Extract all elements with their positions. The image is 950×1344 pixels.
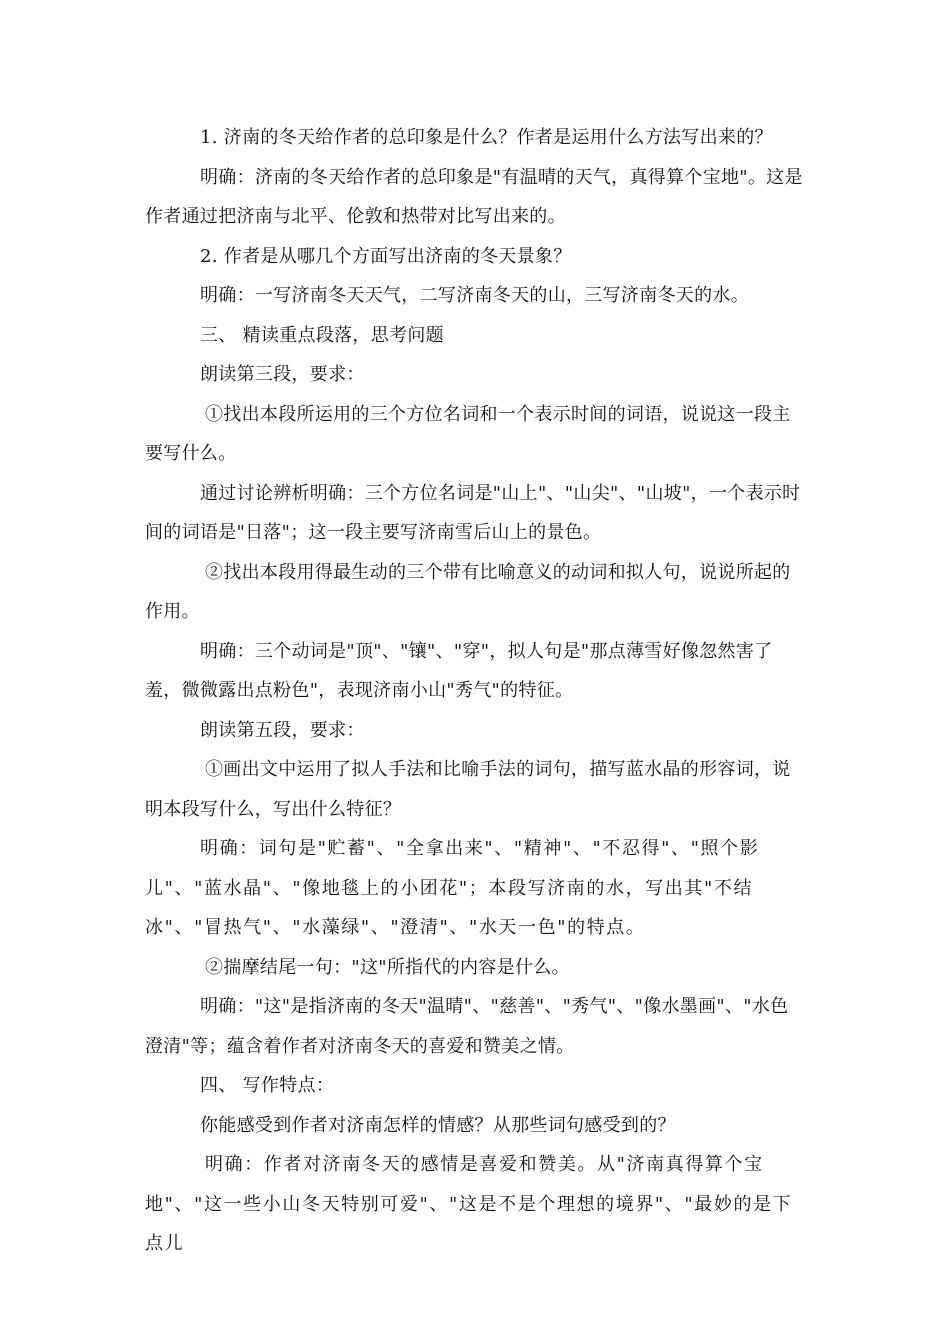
task-5-1: ①画出文中运用了拟人手法和比喻手法的词句，描写蓝水晶的形容词，说明本段写什么，写出什么特征？ xyxy=(145,759,791,820)
question-1: 1. 济南的冬天给作者的总印象是什么？作者是运用什么方法写出来的？ xyxy=(200,127,773,148)
reading-task-paragraph-3: 朗读第三段，要求： xyxy=(200,364,365,385)
answer-5-2: 明确："这"是指济南的冬天"温晴"、"慈善"、"秀气"、"像水墨画"、"水色澄清"等；蕴含着作者对济南冬天的喜爱和赞美之情。 xyxy=(145,996,789,1057)
question-2: 2. 作者是从哪几个方面写出济南的冬天景象？ xyxy=(200,245,572,267)
reading-task-paragraph-5: 朗读第五段，要求： xyxy=(200,719,365,741)
answer-1: 明确：济南的冬天给作者的总印象是"有温晴的天气，真得算个宝地"。这是作者通过把济南与北平、伦敦和热带对比写出来的。 xyxy=(145,166,803,227)
answer-writing: 明确：作者对济南冬天的感情是喜爱和赞美。从"济南真得算个宝地"、"这一些小山冬天特别可爱"、"这是不是个理想的境界"、"最妙的是下点儿 xyxy=(145,1154,793,1254)
section-heading-4: 四、 写作特点： xyxy=(200,1075,335,1096)
document-body xyxy=(145,118,805,1264)
answer-3-1: 通过讨论辨析明确：三个方位名词是"山上"、"山尖"、"山坡"，一个表示时间的词语是"日落"；这一段主要写济南雪后山上的景色。 xyxy=(145,482,801,543)
answer-5-1: 明确：词句是"贮蓄"、"全拿出来"、"精神"、"不忍得"、"照个影儿"、"蓝水晶"、"像地毯上的小团花"；本段写济南的水，写出其"不结冰"、"冒热气"、"水藻绿"、"澄清"、"水天一色"的特点。 xyxy=(145,838,760,938)
task-3-2: ②找出本段用得最生动的三个带有比喻意义的动词和拟人句，说说所起的作用。 xyxy=(145,561,791,622)
answer-3-2: 明确：三个动词是"顶"、"镶"、"穿"，拟人句是"那点薄雪好像忽然害了羞，微微露出点粉色"，表现济南小山"秀气"的特征。 xyxy=(145,640,773,701)
task-5-2: ②揣摩结尾一句："这"所指代的内容是什么。 xyxy=(205,956,570,978)
question-writing: 你能感受到作者对济南怎样的情感？从那些词句感受到的？ xyxy=(200,1114,676,1136)
task-3-1: ①找出本段所运用的三个方位名词和一个表示时间的词语，说说这一段主要写什么。 xyxy=(145,403,791,464)
section-heading-3: 三、 精读重点段落，思考问题 xyxy=(200,324,444,346)
answer-2: 明确：一写济南冬天天气，二写济南冬天的山，三写济南冬天的水。 xyxy=(200,285,749,306)
